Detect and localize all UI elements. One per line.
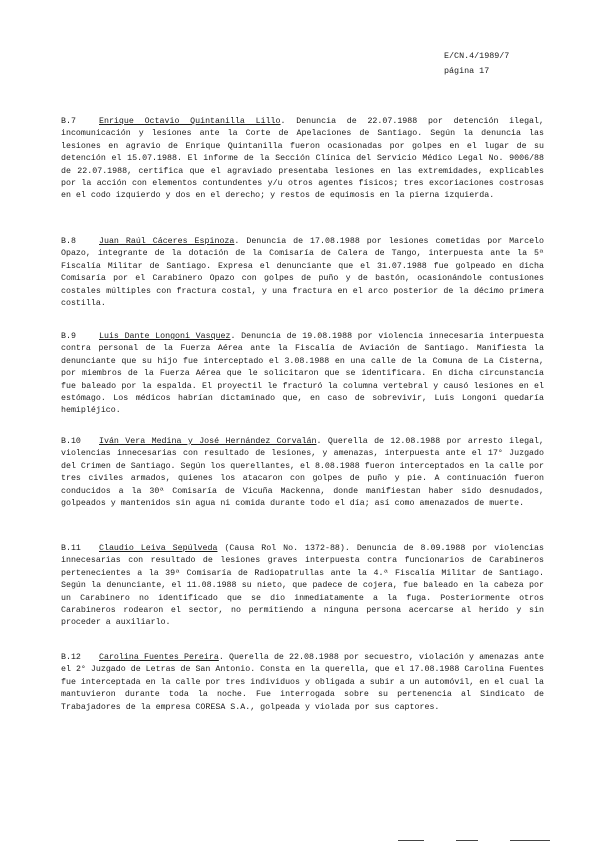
scan-mark <box>398 840 424 841</box>
scan-mark <box>510 840 550 841</box>
document-reference: E/CN.4/1989/7 <box>444 51 510 61</box>
entry-code: B.8 <box>61 237 76 246</box>
entry-text: . Denuncia de 17.08.1988 por lesiones cometidas por Marcelo Opazo, integrante de la dotación de la Comisaría de Calera de Tango, interpuesta ante la 5ª Fiscalía Militar de Santiago. Expresa el denunciante que el 31.07.1988 fue golpeado en dicha Comisaría por el Carabinero Opazo con golpes de puño y de bastón, ocasionándole contusiones costales múltiples con fractura costal, y una fractura en el arco posterior de la décimo primera costilla. <box>61 237 545 309</box>
entry-person-name: Luis Dante Longoni Vasquez <box>99 332 231 341</box>
entry-text: . Denuncia de 19.08.1988 por violencia innecesaria interpuesta contra personal de la Fuerza Aérea ante la Fiscalía de Aviación de Santiago. Manifiesta la denunciante que su hijo fue interceptado el 3.08.1988 en una calle de la Comuna de La Cisterna, por miembros de la Fuerza Aérea que le solicitaron que se identificara. En dicha circunstancia fue baleado por la espalda. El proyectil le fracturó la columna vertebral y causó lesiones en el estómago. Los médicos habrían dictaminado que, en caso de sobrevivir, Luis Longoni quedaría hemipléjico. <box>61 332 545 416</box>
entry-person-name: Juan Raúl Cáceres Espinoza <box>99 237 235 246</box>
entry-code: B.7 <box>61 117 76 126</box>
entry-person-name: Claudio Leiva Sepúlveda <box>99 544 218 553</box>
entry-b12 <box>61 652 544 714</box>
page-number: página 17 <box>444 66 490 76</box>
page-header <box>444 49 509 79</box>
entry-b9 <box>61 331 544 418</box>
entry-code: B.10 <box>61 437 81 446</box>
entry-text: (Causa Rol No. 1372-88). Denuncia de 8.09.1988 por violencias innecesarias con resultado de lesiones graves interpuesta contra funcionarios de Carabineros pertenecientes a la 39ª Comisaría de Radiopatrullas ante la 4.ª Fiscalía Militar de Santiago. Según la denunciante, el 11.08.1988 su nieto, que padece de cojera, fue baleado en la cabeza por un Carabinero no identificado que se dio inmediatamente a la fuga. Posteriormente otros Carabineros rodearon el sector, no permitiendo a ninguna persona acercarse al herido y sin proceder a auxiliarlo. <box>61 544 544 628</box>
entry-b7 <box>61 116 544 203</box>
entry-b10 <box>61 436 544 510</box>
entry-b11 <box>61 543 544 630</box>
entry-text: . Querella de 22.08.1988 por secuestro, violación y amenazas ante el 2° Juzgado de Letras de San Antonio. Consta en la querella, que el 17.08.1988 Carolina Fuentes fue interceptada en la calle por tres individuos y obligada a subir a un automóvil, en el cual la mantuvieron durante toda la noche. Fue interrogada sobre su pertenencia al Sindicato de Trabajadores de la empresa CORESA S.A., golpeada y violada por sus captores. <box>61 653 544 712</box>
entry-text: . Denuncia de 22.07.1988 por detención ilegal, incomunicación y lesiones ante la Corte de Apelaciones de Santiago. Según la denuncia las lesiones en agravio de Enrique Quintanilla fueron ocasionadas por golpes en el lugar de su detención el 15.07.1988. El informe de la Sección Clínica del Servicio Médico Legal No. 9006/88 de 22.07.1988, certifica que el agraviado presentaba lesiones en las extremidades, explicables por la acción con elementos contundentes y/u otros agentes físicos; tres excoriaciones costrosas en el codo izquierdo y dos en el derecho; y restos de equimosis en la pierna izquierda. <box>61 117 544 201</box>
footer-scan-marks <box>0 840 600 846</box>
entry-b8 <box>61 236 544 310</box>
entry-code: B.9 <box>61 332 76 341</box>
entry-code: B.11 <box>61 544 81 553</box>
entry-person-name: Enrique Octavio Quintanilla Lillo <box>99 117 281 126</box>
entry-person-name: Iván Vera Medina y José Hernández Corvalán <box>99 437 317 446</box>
entry-text: . Querella de 12.08.1988 por arresto ilegal, violencias innecesarias con resultado de lesiones, y amenazas, interpuesta ante el 17° Juzgado del Crimen de Santiago. Según los querellantes, el 8.08.1988 fueron interceptados en la calle por tres civiles armados, quienes los atacaron con golpes de puño y pie. A continuación fueron conducidos a la 30ª Comisaría de Vicuña Mackenna, donde manifiestan haber sido desnudados, golpeados y mantenidos sin agua ni comida durante todo el día; así como amenazados de muerte. <box>61 437 544 509</box>
entry-code: B.12 <box>61 653 81 662</box>
scan-mark <box>456 840 478 841</box>
entry-person-name: Carolina Fuentes Pereira <box>99 653 219 662</box>
